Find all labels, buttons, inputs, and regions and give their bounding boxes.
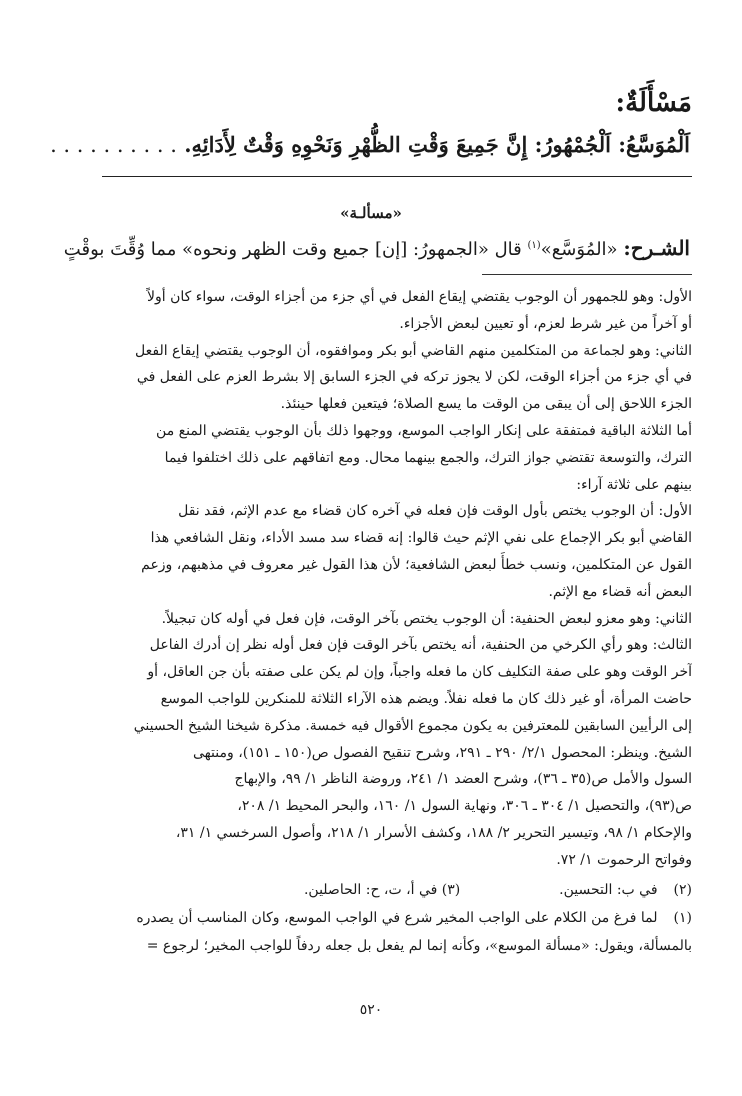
note-line: في أي جزء من أجزاء الوقت، لكن لا يجوز تركه في الجزء السابق إلا بشرط العزم على الفعل في: [136, 369, 692, 386]
note-line: الترك، والتوسعة تقتضي جواز الترك، والجمع بينهما محال. ومع اتفاقهم على ذلك اختلفوا فيما: [164, 449, 692, 466]
note-line: الأول: وهو للجمهور أن الوجوب يقتضي إيقاع الفعل في أي جزء من أجزاء الوقت، سواء كان أولاً: [147, 289, 692, 305]
note-line: الجزء اللاحق إلى أن يبقى من الوقت ما يسع الصلاة؛ فيتعين فعلها حينئذ.: [280, 396, 692, 413]
footnote-2-3: [52, 882, 692, 898]
sharh-quote: «المُوَسَّع»: [540, 239, 618, 260]
note-line: أو آخراً من غير شرط لعزم، أو تعيين لبعض الأجزاء.: [399, 315, 692, 332]
note-line: الثالث: وهو رأي الكرخي من الحنفية، أنه يختص بآخر الوقت فإن فعل أوله نظر إن أدرك الفاعل: [149, 637, 692, 654]
sharh-text: قال «الجمهورُ: [إن] جميع وقت الظهر ونحوه» مما وُقِّتَ بوقْتٍ: [63, 239, 522, 260]
sharh-title: «مسألـة»: [340, 204, 402, 222]
footnote-3-text: في أ، ت، ح: الحاصلين.: [303, 882, 438, 898]
footnote-body: [52, 284, 692, 874]
sharh-line: [46, 236, 690, 260]
note-line: القول عن المتكلمين، ونسب خطأً لبعض الشافعية؛ لأن هذا القول غير معروف في مذهبهم، وزعم: [141, 556, 692, 573]
note-line: الثاني: وهو معزو لبعض الحنفية: أن الوجوب يختص بآخر الوقت، فإن فعل في أوله كان تبجيلاً.: [161, 610, 692, 627]
note-line: أما الثلاثة الباقية فمتفقة على إنكار الواجب الموسع، ووجهوا ذلك بأن الوجوب يقتضي المنع من: [156, 422, 692, 439]
footnote-1-line2: بالمسألة، ويقول: «مسألة الموسع»، وكأنه إنما لم يفعل بل جعله ردفاً للواجب المخير؛ لرجوع =: [146, 938, 692, 954]
note-line: الأول: أن الوجوب يختص بأول الوقت فإن فعله في آخره كان قضاء مع عدم الإثم، فقد نقل: [178, 503, 692, 520]
note-line: القاضي أبو بكر الإجماع على نفي الإثم حيث قالوا: إنه قضاء سد مسد الأداء، ونقل الشافعي هذا: [150, 530, 692, 547]
footnote-1-line1: لما فرغ من الكلام على الواجب المخير شرع في الواجب الموسع، وكان المناسب أن يصدره: [136, 910, 658, 926]
note-line: السول والأمل ص(٣٥ ـ ٣٦)، وشرح العضد ١/ ٢٤١، وروضة الناظر ١/ ٩٩، والإبهاج: [234, 771, 692, 788]
footnote-1: [52, 910, 692, 926]
note-line: والإحكام ١/ ٩٨، وتيسير التحرير ٢/ ١٨٨، وكشف الأسرار ١/ ٢١٨، وأصول السرخسي ١/ ٣١،: [175, 824, 692, 841]
matn-text: [40, 132, 690, 157]
section-heading: مَسْأَلَةٌ:: [615, 88, 692, 118]
sharh-label: الشـرح:: [623, 236, 690, 260]
matn-dots: . . . . . . . . . .: [50, 133, 177, 157]
note-line: وفواتح الرحموت ١/ ٧٢.: [556, 851, 692, 868]
footnote-ref: (١): [527, 240, 541, 251]
page-number: ٥٢٠: [359, 1002, 383, 1018]
footnote-3-number: (٣): [441, 882, 461, 898]
note-line: حاضت المرأة، أو غير ذلك كان ما فعله نفلاً. ويضم هذه الآراء الثلاثة للمنكرين للواجب الموسع: [160, 690, 692, 707]
note-line: إلى الرأيين السابقين للمعترفين به يكون مجموع الأقوال فيه خمسة. مذكرة شيخنا الشيخ الحسيني: [133, 717, 692, 734]
note-line: ص(٩٣)، والتحصيل ١/ ٣٠٤ ـ ٣٠٦، ونهاية السول ١/ ١٦٠، والبحر المحيط ١/ ٢٠٨،: [237, 798, 692, 815]
note-line: البعض أنه قضاء مع الإثم.: [548, 583, 692, 600]
note-line: آخر الوقت وهو على صفة التكليف كان ما فعله واجباً، وإن لم يكن على صفته بأن جن العاقل، أو: [147, 664, 692, 681]
footnote-1-cont: [52, 938, 692, 954]
footnote-1-number: (١): [673, 910, 692, 926]
note-line: الشيخ. وينظر: المحصول ٢/١/ ٢٩٠ ـ ٢٩١، وشرح تنقيح الفصول ص(١٥٠ ـ ١٥١)، ومنتهى: [192, 744, 692, 761]
matn-body: اَلْمُوَسَّعُ: اَلْجُمْهُورُ: إِنَّ جَمِيعَ وَقْتِ الظُّهْرِ وَنَحْوِهِ وَقْتٌ لِأَدَائِهِ.: [184, 132, 690, 157]
note-line: بينهم على ثلاثة آراء:: [576, 476, 692, 493]
matn-separator: [102, 176, 692, 177]
footnote-separator: [482, 274, 692, 275]
footnote-2-text: في ب: التحسين.: [559, 882, 658, 898]
note-line: الثاني: وهو لجماعة من المتكلمين منهم القاضي أبو بكر وموافقوه، أن الوجوب يقتضي إيقاع الفعل: [135, 342, 692, 359]
footnote-2-number: (٢): [673, 882, 692, 898]
